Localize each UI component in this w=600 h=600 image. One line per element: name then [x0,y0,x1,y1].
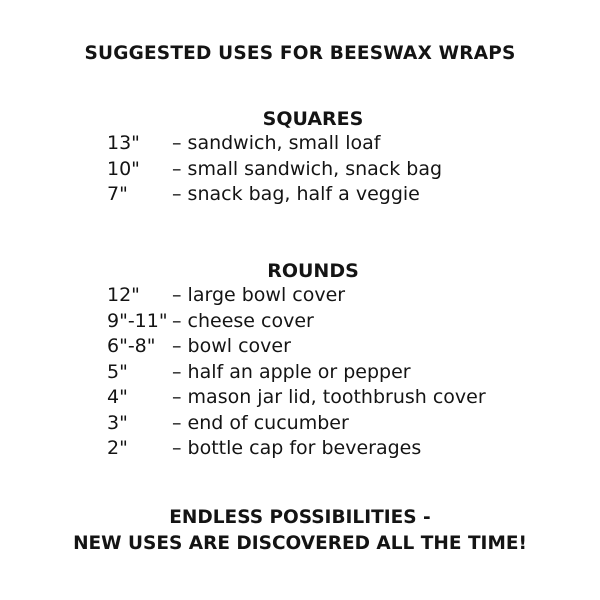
use-description: – end of cucumber [172,411,349,434]
footer-line-2: NEW USES ARE DISCOVERED ALL THE TIME! [73,533,527,554]
footer-line-1: ENDLESS POSSIBILITIES - [169,507,431,528]
size-label: 3" [107,411,128,434]
size-label: 2" [107,437,128,459]
page-title: SUGGESTED USES FOR BEESWAX WRAPS [84,43,516,64]
use-description: – snack bag, half a veggie [172,183,420,205]
use-description: – mason jar lid, toothbrush cover [172,386,486,408]
size-label: 5" [107,360,128,383]
use-description: – half an apple or pepper [172,360,411,383]
size-label: 13" [107,132,140,154]
use-description: – cheese cover [172,309,314,332]
size-label: 7" [107,183,128,205]
use-description: – bottle cap for beverages [172,437,422,459]
size-label: 9"-11" [107,309,168,332]
squares-heading: SQUARES [262,108,364,130]
size-label: 6"-8" [107,335,156,357]
use-description: – sandwich, small loaf [172,132,381,154]
size-label: 4" [107,386,128,408]
size-label: 10" [107,157,140,180]
use-description: – bowl cover [172,335,291,357]
size-label: 12" [107,284,140,306]
use-description: – small sandwich, snack bag [172,157,443,180]
use-description: – large bowl cover [172,284,346,306]
rounds-heading: ROUNDS [267,260,359,282]
